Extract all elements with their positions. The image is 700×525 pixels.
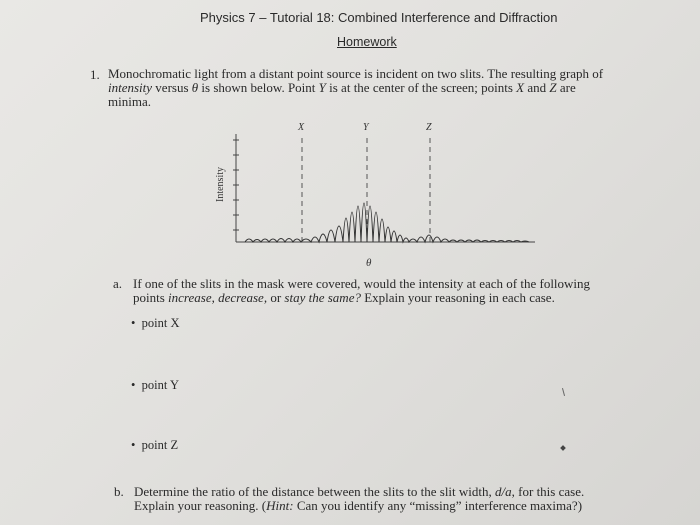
- graph-label-y: Y: [363, 122, 369, 133]
- homework-heading: Homework: [337, 35, 397, 49]
- part-a-line-1: If one of the slits in the mask were covered, would the intensity at each of the following: [133, 276, 591, 291]
- page-title: Physics 7 – Tutorial 18: Combined Interference and Diffraction: [200, 10, 558, 25]
- question-1-line-1: Monochromatic light from a distant point source is incident on two slits. The resulting graph of: [108, 66, 604, 81]
- part-b-letter: b.: [114, 484, 124, 499]
- graph-label-x: X: [298, 122, 305, 133]
- part-a-text: [133, 277, 590, 305]
- part-a-letter: a.: [113, 276, 123, 291]
- part-b-text: [134, 485, 584, 513]
- question-number: 1.: [90, 67, 100, 82]
- bullet-point-x: • point X: [131, 316, 180, 330]
- part-a-line-2: points increase, decrease, or stay the same? Explain your reasoning in each case.: [133, 290, 555, 305]
- question-1-line-3: minima.: [108, 94, 151, 109]
- question-1-text: [108, 67, 603, 109]
- bullet-point-z: • point Z: [131, 438, 179, 452]
- intensity-curve: [245, 203, 529, 242]
- graph-label-z: Z: [426, 122, 432, 133]
- intensity-graph: [205, 120, 545, 270]
- graph-ylabel: Intensity: [215, 167, 226, 202]
- part-b-line-1: Determine the ratio of the distance between the slits to the slit width, d/a, for this case.: [134, 484, 585, 499]
- bullet-point-y: • point Y: [131, 378, 180, 392]
- part-b-line-2: Explain your reasoning. (Hint: Can you identify any “missing” interference maxima?): [134, 498, 583, 513]
- question-1-line-2: intensity versus θ is shown below. Point Y is at the center of the screen; points X and Z are: [108, 80, 576, 95]
- graph-xlabel: θ: [366, 257, 372, 269]
